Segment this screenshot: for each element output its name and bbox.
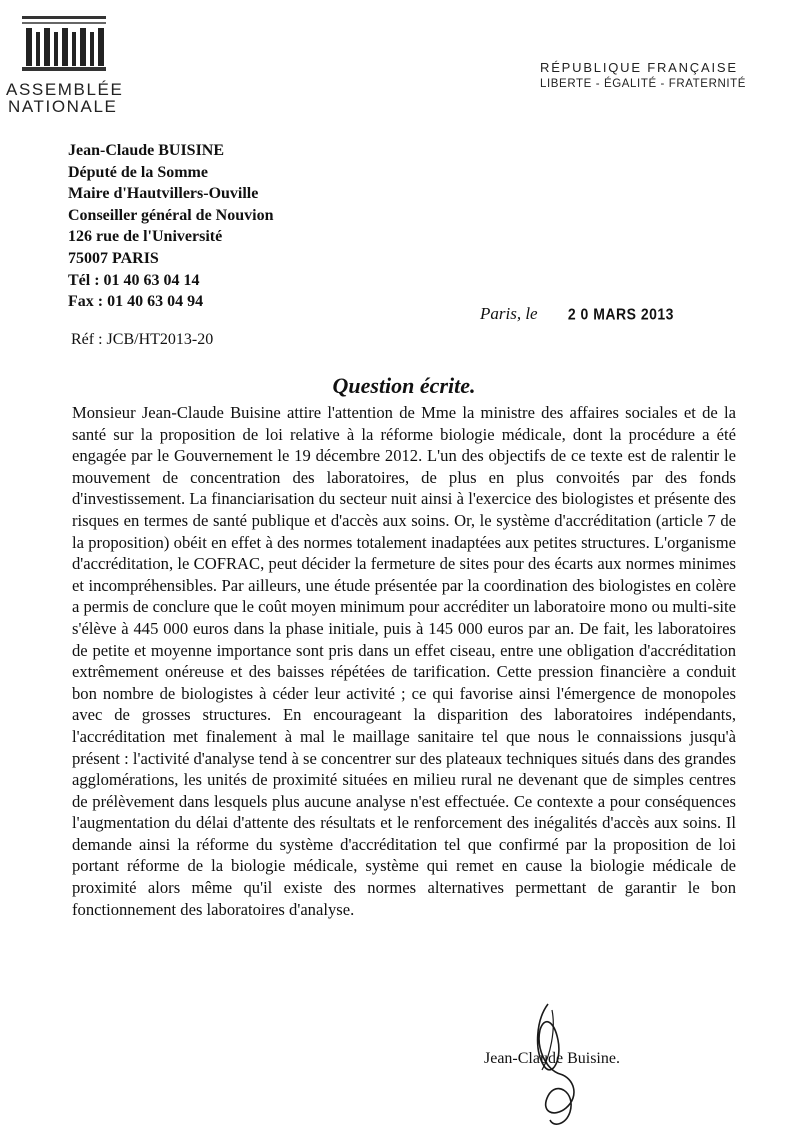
date-stamp: 2 0 MARS 2013	[567, 304, 674, 324]
sender-phone: Tél : 01 40 63 04 14	[68, 271, 200, 289]
signature-name: Jean-Claude Buisine.	[484, 1050, 620, 1067]
question-body: Monsieur Jean-Claude Buisine attire l'attention de Mme la ministre des affaires sociales et de la santé sur la proposition de loi relative à la réforme biologie médicale, dont la procédure a été engagée par le Gouvernement le 19 décembre 2012. L'un des objectifs de ce texte est de ralentir le mouvement de concentration des laboratoires, de plus en plus convoités par des fonds d'investissement. La financiarisation du secteur nuit ainsi à l'exercice des biologistes et présente des risques en termes de santé publique et d'accès aux soins. Or, le système d'accréditation (article 7 de la proposition) obéit en effet à des normes totalement inadaptées aux petites structures. L'organisme d'accréditation, le COFRAC, peut décider la fermeture de sites pour des écarts aux normes minimes et incompréhensibles. Par ailleurs, une étude présentée par la coordination des biologistes en colère a permis de conclure que le coût moyen minimum pour accréditer un laboratoire mono ou multi-site s'élève à 445 000 euros dans la phase initiale, puis à 145 000 euros par an. De fait, les laboratoires de petite et moyenne importance sont pris dans un effet ciseau, entre une obligation d'accréditation extrêmement onéreuse et des baisses répétées de tarification. Cette pression financière a conduit bon nombre de biologistes à céder leur activité ; ce qui favorise ainsi l'émergence de monopoles avec de grosses structures. En encourageant la disparition des laboratoires indépendants, l'accréditation met finalement à mal le maillage sanitaire tel que nous le connaissions jusqu'à présent : l'activité d'analyse tend à se concentrer sur des plateaux techniques situés dans des grandes agglomérations, les unités de proximité situées en milieu rural ne devenant que de simples centres de prélèvement dans lesquels plus aucune analyse n'est effectuée. Ce contexte a pour conséquences l'augmentation du délai d'attente des résultats et le renforcement des inégalités d'accès aux soins. Il demande ainsi la réforme du système d'accréditation tel que confirmé par la proposition de loi portant réforme de la biologie médicale, système qui remet en cause la biologie médicale de proximité alors même qu'il existe des normes alternatives permettant de garantir le bon fonctionnement des laboratoires d'analyse.	[72, 403, 737, 919]
sender-mayor: Maire d'Hautvillers-Ouville	[68, 185, 259, 203]
assemblee-nationale-logo	[6, 10, 124, 116]
place-text: Paris, le	[480, 304, 538, 323]
republic-motto: LIBERTE - ÉGALITÉ - FRATERNITÉ	[540, 78, 747, 90]
sender-address-city: 75007 PARIS	[68, 249, 159, 267]
sender-address-street: 126 rue de l'Université	[68, 228, 223, 246]
reference: Réf : JCB/HT2013-20	[71, 331, 214, 348]
place-date	[480, 304, 674, 324]
sender-title: Député de la Somme	[68, 163, 208, 181]
document-title: Question écrite.	[332, 373, 476, 398]
republic-header	[540, 60, 800, 90]
sender-block	[68, 140, 273, 313]
republic-title: RÉPUBLIQUE FRANÇAISE	[540, 60, 738, 75]
sender-councillor: Conseiller général de Nouvion	[68, 206, 274, 224]
sender-fax: Fax : 01 40 63 04 94	[68, 293, 204, 311]
logo-text-line2: NATIONALE	[8, 97, 118, 116]
logo-text-line1: ASSEMBLÉE	[6, 80, 124, 99]
sender-name: Jean-Claude BUISINE	[68, 142, 225, 159]
assemblee-building-icon	[22, 10, 106, 72]
